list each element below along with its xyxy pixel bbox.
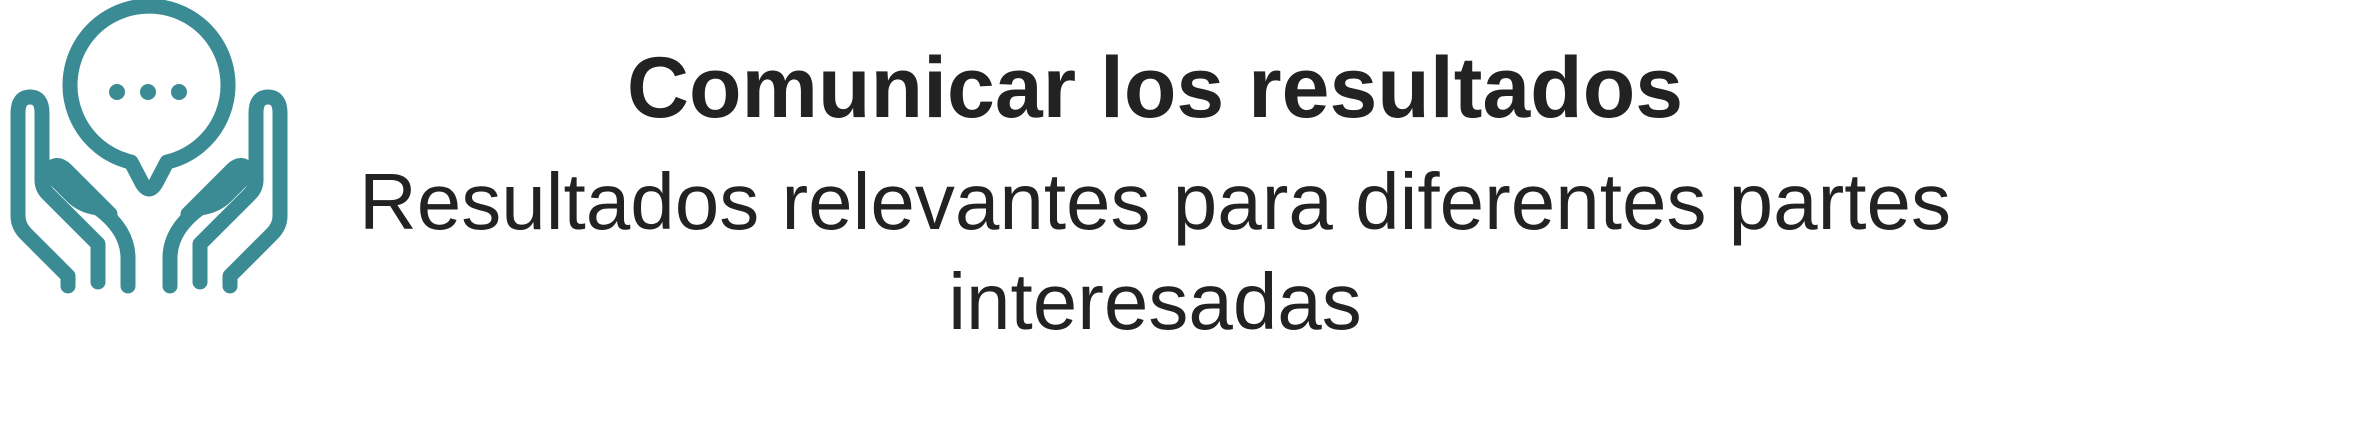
ellipsis-dot-3 — [171, 84, 187, 100]
heading-subtitle: Resultados relevantes para diferentes partes interesadas — [358, 157, 1952, 346]
hands-speech-bubble-icon-graphic — [0, 0, 300, 300]
heading-title: Comunicar los resultados — [626, 40, 1684, 136]
hands-speech-bubble-icon — [0, 0, 300, 300]
ellipsis-dot-2 — [140, 84, 156, 100]
ellipsis-dot-1 — [109, 84, 125, 100]
text-block — [330, 38, 1980, 352]
